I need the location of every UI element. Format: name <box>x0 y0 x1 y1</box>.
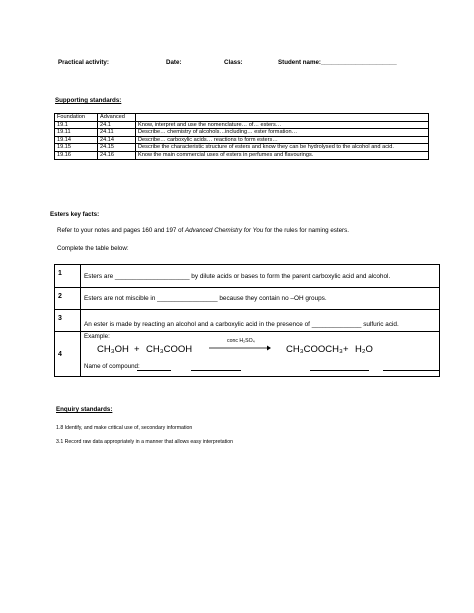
foundation-cell: 19.16 <box>55 151 98 159</box>
intro-prefix: Refer to your notes and pages 160 and 197 of <box>57 227 185 234</box>
foundation-cell: 19.15 <box>55 144 98 152</box>
advanced-cell: 24.16 <box>98 151 136 159</box>
description-cell: Describe the characteristic structure of esters and know they can be hydrolysed to the alcohol and acid. <box>136 144 429 152</box>
table-row <box>55 310 440 332</box>
description-cell: Describe… chemistry of alcohols…including… ester formation… <box>136 129 429 137</box>
reactant-alcohol: CH₃OH <box>97 344 129 355</box>
catalyst-label: conc H₂SO₄ <box>227 338 255 344</box>
column-header-advanced: Advanced <box>98 114 136 122</box>
advanced-cell: 24.11 <box>98 129 136 137</box>
date-label: Date: <box>166 59 182 66</box>
equation-cell <box>81 332 440 377</box>
enquiry-standards-heading: Enquiry standards: <box>56 406 113 413</box>
column-header-foundation: Foundation <box>55 114 98 122</box>
plus-sign: + <box>343 344 349 355</box>
row-number: 1 <box>55 265 81 288</box>
table-row <box>55 144 429 152</box>
advanced-cell: 24.1 <box>98 121 136 129</box>
table-row <box>55 332 440 377</box>
description-cell: Know, interpret and use the nomenclature… of… esters… <box>136 121 429 129</box>
intro-suffix: for the rules for naming esters. <box>263 227 349 234</box>
key-facts-intro <box>57 227 349 234</box>
table-row <box>55 265 440 288</box>
advanced-cell: 24.15 <box>98 144 136 152</box>
column-header-description <box>136 114 429 122</box>
answer-blank[interactable] <box>137 370 171 371</box>
product-ester: CH₃COOCH₃ <box>286 344 343 355</box>
reactant-acid: CH₃COOH <box>146 344 193 355</box>
fact-text: Esters are _____________________ by dilute acids or bases to form the parent carboxylic acid and alcohol. <box>81 265 440 288</box>
row-number: 2 <box>55 288 81 310</box>
key-facts-heading: Esters key facts: <box>50 211 100 218</box>
fact-text: An ester is made by reacting an alcohol and a carboxylic acid in the presence of ______________ sulfuric acid. <box>81 310 440 332</box>
fact-text: Esters are not miscible in _________________ because they contain no –OH groups. <box>81 288 440 310</box>
table-row <box>55 129 429 137</box>
table-row <box>55 136 429 144</box>
practical-activity-label: Practical activity: <box>58 59 109 66</box>
table-header-row <box>55 114 429 122</box>
example-label: Example: <box>84 333 110 340</box>
product-water: H₂O <box>355 344 373 355</box>
reaction-arrow-icon <box>209 345 271 351</box>
table-row <box>55 121 429 129</box>
foundation-cell: 19.11 <box>55 129 98 137</box>
intro-book-title: Advanced Chemistry for You <box>184 227 264 234</box>
answer-blank[interactable] <box>310 370 369 371</box>
table-row <box>55 288 440 310</box>
key-facts-table <box>54 264 440 377</box>
enquiry-item: 1.8 Identify, and make critical use of, secondary information <box>56 425 193 431</box>
row-number: 3 <box>55 310 81 332</box>
supporting-standards-table <box>54 113 429 160</box>
class-label: Class: <box>224 59 243 66</box>
table-row <box>55 151 429 159</box>
description-cell: Describe… carboxylic acids… reactions to form esters… <box>136 136 429 144</box>
foundation-cell: 19.1 <box>55 121 98 129</box>
description-cell: Know the main commercial uses of esters in perfumes and flavourings. <box>136 151 429 159</box>
student-name-label: Student name:______________________ <box>278 59 397 66</box>
answer-blank[interactable] <box>383 370 440 371</box>
foundation-cell: 19.14 <box>55 136 98 144</box>
advanced-cell: 24.14 <box>98 136 136 144</box>
name-of-compound-label: Name of compound: <box>84 363 140 370</box>
supporting-standards-heading: Supporting standards: <box>55 97 122 104</box>
plus-sign: + <box>134 344 140 355</box>
answer-blank[interactable] <box>191 370 241 371</box>
enquiry-item: 3.1 Record raw data appropriately in a manner that allows easy interpretation <box>56 439 234 445</box>
row-number: 4 <box>55 332 81 377</box>
key-facts-instruction: Complete the table below: <box>57 245 129 252</box>
